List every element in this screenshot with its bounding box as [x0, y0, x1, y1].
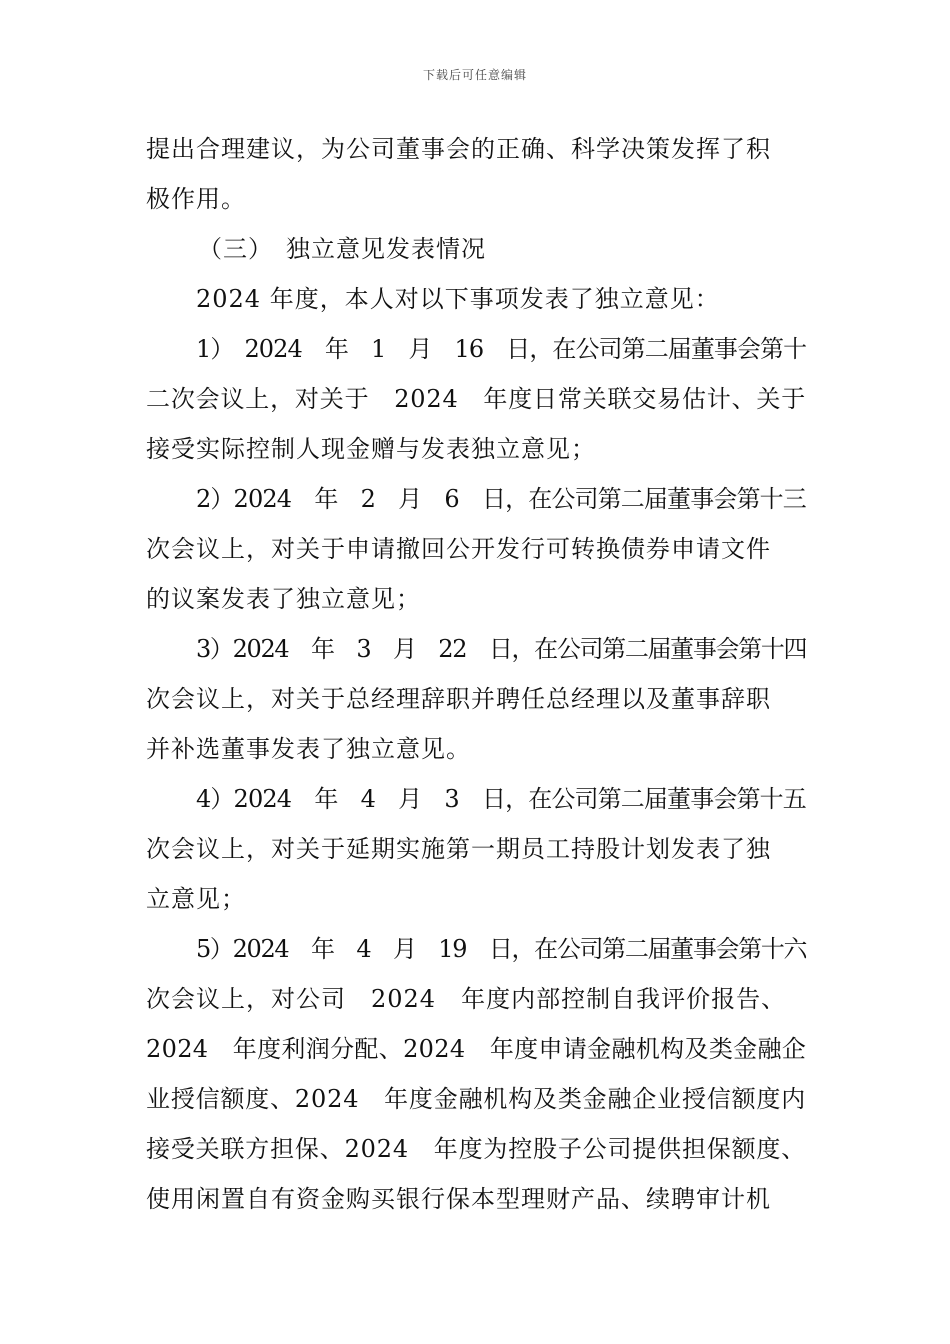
list-item-line: 4）2024 年 4 月 3 日，在公司第二届董事会第十五	[196, 785, 806, 813]
body-line: 提出合理建议，为公司董事会的正确、科学决策发挥了积	[146, 135, 771, 163]
body-line: 次会议上，对关于申请撤回公开发行可转换债券申请文件	[146, 535, 771, 563]
body-line: 次会议上，对公司 2024 年度内部控制自我评价报告、	[146, 985, 787, 1013]
page-header: 下载后可任意编辑	[422, 68, 527, 82]
body-line: 次会议上，对关于总经理辞职并聘任总经理以及董事辞职	[146, 685, 771, 713]
body-line: 业授信额度、2024 年度金融机构及类金融企业授信额度内	[146, 1085, 807, 1113]
section-heading: （三） 独立意见发表情况	[198, 235, 486, 263]
body-line: 次会议上，对关于延期实施第一期员工持股计划发表了独	[146, 835, 771, 863]
body-line: 的议案发表了独立意见；	[146, 585, 421, 613]
body-line: 极作用。	[146, 185, 246, 213]
body-line: 立意见；	[146, 885, 246, 913]
body-line: 二次会议上，对关于 2024 年度日常关联交易估计、关于	[146, 385, 807, 413]
body-line: 2024 年度，本人对以下事项发表了独立意见：	[196, 285, 720, 313]
list-item-line: 1） 2024 年 1 月 16 日，在公司第二届董事会第十	[196, 335, 807, 363]
body-line: 使用闲置自有资金购买银行保本型理财产品、续聘审计机	[146, 1185, 771, 1213]
list-item-line: 5）2024 年 4 月 19 日，在公司第二届董事会第十六	[196, 935, 807, 963]
body-line: 并补选董事发表了独立意见。	[146, 735, 471, 763]
body-line: 接受关联方担保、2024 年度为控股子公司提供担保额度、	[146, 1135, 807, 1163]
body-line: 接受实际控制人现金赠与发表独立意见；	[146, 435, 596, 463]
body-line: 2024 年度利润分配、2024 年度申请金融机构及类金融企	[146, 1035, 807, 1063]
list-item-line: 2）2024 年 2 月 6 日，在公司第二届董事会第十三	[196, 485, 806, 513]
list-item-line: 3）2024 年 3 月 22 日，在公司第二届董事会第十四	[196, 635, 807, 663]
